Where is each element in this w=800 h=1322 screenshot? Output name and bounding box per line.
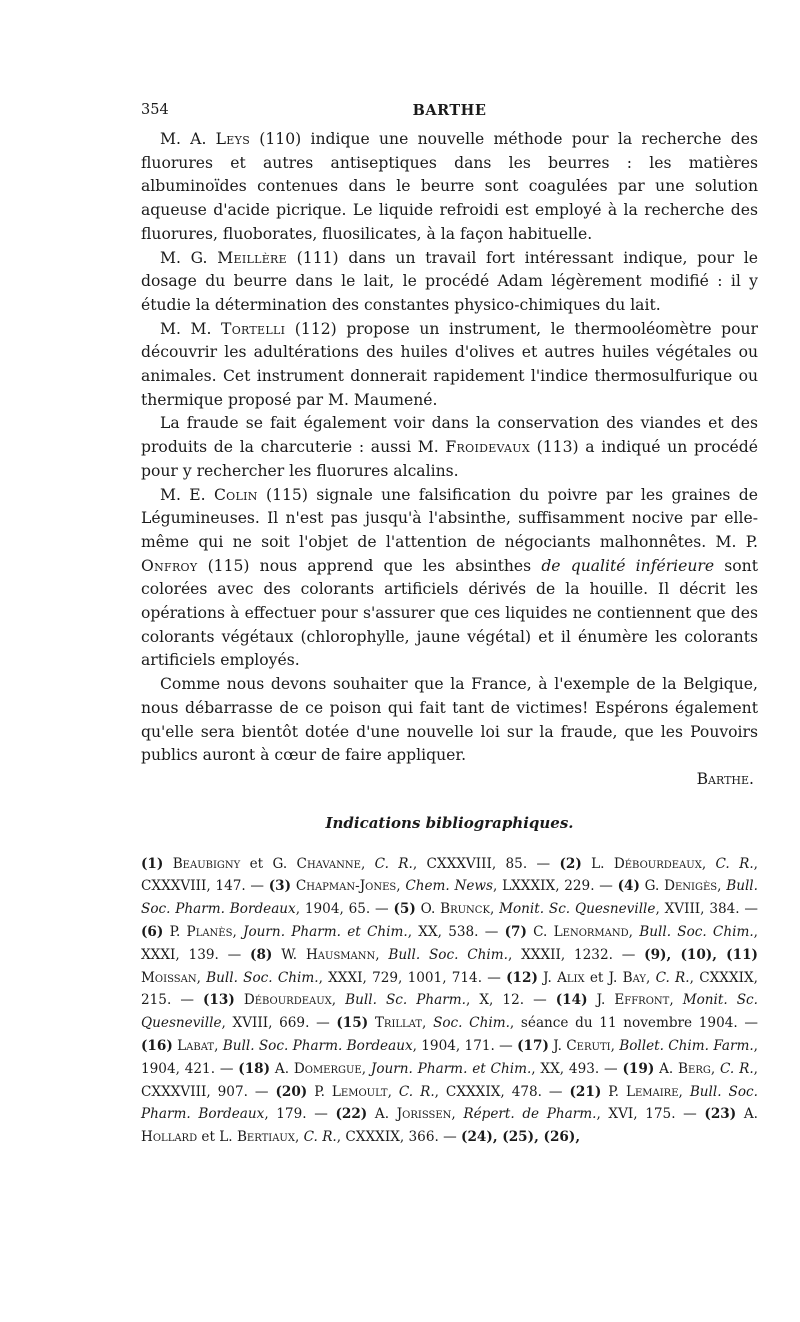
entry-reference: , XXXI, 139. — <box>141 924 758 963</box>
entry-number: (6) <box>141 924 164 941</box>
entry-journal: Bull. Sc. Pharm. <box>345 992 466 1009</box>
entry-separator: , <box>422 1015 434 1032</box>
entry-author: Bertiaux <box>236 1129 295 1146</box>
entry-author: Denigès <box>664 878 718 895</box>
entry-separator: , <box>646 969 656 986</box>
entry-separator: , <box>331 992 346 1009</box>
entry-author: Chapman-Jones <box>295 878 397 895</box>
bibliography-entry <box>250 947 644 963</box>
bibliography-entry <box>269 878 618 894</box>
entry-initials: et G. <box>240 855 297 872</box>
entry-reference: , 179. — <box>264 1106 336 1123</box>
entry-journal: Soc. Chim. <box>433 1015 510 1032</box>
entry-reference: , XVI, 175. — <box>596 1106 705 1123</box>
body-text <box>141 128 758 792</box>
paragraph-tortelli: M. M. Tortelli (112) propose un instrument, le thermooléomètre pour découvrir les adultérations des huiles d'olives et autres huiles végétales ou animales. Cet instrument donnerait rapidement l'indice thermosulfurique ou thermique proposé par M. Maumené. <box>141 319 758 409</box>
entry-author: Labat <box>177 1038 215 1055</box>
entry-separator: , <box>628 924 640 941</box>
entry-journal: C. R. <box>398 1083 435 1100</box>
entry-author: Planès <box>186 924 233 941</box>
entry-author: Domergue <box>293 1060 362 1077</box>
paragraph-colin-onfroy: M. E. Colin (115) signale une falsification du poivre par les graines de Légumineuses. Il n'est pas jusqu'à l'absinthe, suffisamment nocive par elle-même qui ne soit l'objet de l'attention de négociants malhonnêtes. M. P. Onfroy (115) nous apprend que les absinthes de qualité inférieure sont colorées avec des colorants artificiels dérivés de la houille. Il décrit les opérations à effectuer pour s'assurer que ces liquides ne contiennent que des colorants végétaux (chlorophylle, jaune végétal) et il énumère les colorants artificiels employés. <box>141 485 758 670</box>
entry-initials: A. <box>367 1106 397 1123</box>
entry-initials: A. <box>736 1106 758 1123</box>
entry-number: (15) <box>336 1015 369 1032</box>
entry-journal: C. R. <box>303 1129 337 1146</box>
entry-number: (14) <box>555 992 588 1009</box>
entry-journal: Répert. de Pharm. <box>463 1106 597 1123</box>
entry-reference: , CXXXVIII, 907. — <box>141 1060 758 1100</box>
entry-reference: , XX, 493. — <box>531 1060 623 1077</box>
bibliography-entry <box>141 856 559 872</box>
entry-journal: Monit. Sc. Quesneville <box>141 992 758 1032</box>
entry-number: (16) <box>141 1038 173 1055</box>
entry-number: (20) <box>275 1083 308 1100</box>
entry-separator: , <box>678 1083 690 1100</box>
entry-reference: , 1904, 421. — <box>141 1038 758 1077</box>
entry-initials: J. <box>548 1038 567 1055</box>
italic-phrase: de qualité inférieure <box>541 556 715 575</box>
entry-author: Lemaire <box>625 1083 679 1100</box>
entry-initials: A. <box>270 1060 294 1077</box>
author-name: Meillère <box>217 248 287 267</box>
bibliography-heading: Indications bibliographiques. <box>325 813 574 832</box>
paragraph-conclusion: Comme nous devons souhaiter que la France, à l'exemple de la Belgique, nous débarrasse de ce poison qui fait tant de victimes! Espérons également qu'elle sera bientôt dotée d'une nouvelle loi sur la fraude, que les Pouvoirs publics auront à cœur de faire appliquer. <box>141 675 758 765</box>
entry-number: (8) <box>250 946 273 963</box>
entry-reference: , CXXXIX, 215. — <box>141 969 758 1009</box>
entry-author: Effront <box>614 992 670 1009</box>
entry-separator: , <box>361 1060 371 1077</box>
entry-initials: C. <box>526 924 554 941</box>
entry-journal: Bull. Soc. Chim. <box>206 969 319 986</box>
entry-separator: , <box>701 855 716 872</box>
entry-separator: , <box>196 969 207 986</box>
entry-separator: , <box>451 1106 464 1123</box>
entry-reference: , CXXXVIII, 147. — <box>141 855 758 895</box>
entry-separator: , <box>710 1060 721 1077</box>
paragraph-froidevaux: La fraude se fait également voir dans la conservation des viandes et des produits de la charcuterie : aussi M. Froidevaux (113) a indiqué un procédé pour y rechercher les fluorures alcalins. <box>141 414 758 480</box>
entry-journal: Monit. Sc. Quesneville <box>499 901 656 918</box>
entry-author: Débourdeaux <box>613 855 702 872</box>
entry-number: (7) <box>504 924 527 941</box>
entry-reference: , X, 12. — <box>466 992 556 1009</box>
entry-author: Hollard <box>141 1129 198 1146</box>
entry-number: (23) <box>704 1106 737 1123</box>
entry-initials: O. <box>415 901 441 918</box>
entry-number: (13) <box>202 992 235 1009</box>
running-title: BARTHE <box>412 102 487 119</box>
bibliography-entry <box>461 1129 580 1145</box>
entry-separator: , <box>669 992 683 1009</box>
entry-number: (18) <box>238 1060 271 1077</box>
entry-initials: W. <box>272 946 306 963</box>
entry-author: Lemoult <box>331 1083 388 1100</box>
entry-reference: , XXXII, 1232. — <box>507 946 645 963</box>
bibliography-entry <box>393 901 758 917</box>
entry-author: Trillat <box>374 1015 423 1032</box>
entry-separator: , <box>232 924 244 941</box>
bibliography-entry <box>335 1106 704 1122</box>
entry-initials: J. <box>537 969 558 986</box>
entry-reference: , XXXI, 729, 1001, 714. — <box>318 969 507 986</box>
entry-separator: , <box>396 878 406 895</box>
author-name: Onfroy <box>141 556 198 575</box>
entry-initials: J. <box>587 992 615 1009</box>
entry-initials: L. <box>581 855 614 872</box>
entry-number: (22) <box>335 1106 368 1123</box>
entry-journal: C. R. <box>715 855 754 872</box>
entry-author: Moissan <box>141 969 197 986</box>
entry-separator: , <box>387 1083 399 1100</box>
entry-author: Brunck <box>440 901 490 918</box>
entry-number: (17) <box>517 1038 549 1055</box>
entry-reference: , séance du 11 novembre 1904. — <box>509 1015 758 1032</box>
bibliography-entry <box>238 1061 622 1077</box>
entry-journal: Journ. Pharm. et Chim. <box>243 924 408 941</box>
entry-initials: P. <box>163 924 187 941</box>
author-name: Colin <box>213 485 258 504</box>
entry-reference: , 1904, 65. — <box>295 901 394 918</box>
entry-reference: , XVIII, 669. — <box>221 1015 337 1032</box>
entry-number: (21) <box>569 1083 602 1100</box>
entry-reference: , XX, 538. — <box>407 924 505 941</box>
entry-author: Chavanne <box>296 855 361 872</box>
entry-author: Bay <box>622 969 646 986</box>
entry-number: (24), (25), (26), <box>461 1129 581 1146</box>
entry-separator: , <box>294 1129 304 1146</box>
entry-journal: Journ. Pharm. et Chim. <box>370 1060 532 1077</box>
signature: Barthe. <box>696 769 754 788</box>
entry-initials: et L. <box>197 1129 237 1146</box>
entry-separator: , <box>214 1038 223 1055</box>
entry-number: (2) <box>559 855 582 872</box>
entry-reference: , XVIII, 384. — <box>655 901 758 918</box>
entry-separator: , <box>489 901 500 918</box>
entry-number: (3) <box>268 878 292 895</box>
entry-author: Berg <box>678 1060 711 1077</box>
page-number: 354 <box>141 102 169 118</box>
entry-initials: G. <box>639 878 665 895</box>
entry-separator: , <box>610 1038 620 1055</box>
entry-reference: , CXXXVIII, 85. — <box>412 855 560 872</box>
paragraph-leys: M. A. Leys (110) indique une nouvelle méthode pour la recherche des fluorures et autres antiseptiques dans les beurres : les matières albuminoïdes contenues dans le beurre sont coagulées par une solution aqueuse d'acide picrique. Le liquide refroidi est employé à la recherche des fluorures, fluoborates, fluosilicates, à la façon habituelle. <box>141 130 758 243</box>
entry-number: (19) <box>622 1060 655 1077</box>
entry-journal: Bull. Soc. Pharm. Bordeaux <box>141 878 758 918</box>
entry-journal: Chem. News <box>405 878 494 895</box>
entry-separator: , <box>360 855 375 872</box>
bibliography-entry <box>141 924 505 940</box>
entry-reference: , 1904, 171. — <box>412 1038 518 1055</box>
running-head <box>141 102 758 122</box>
entry-number: (1) <box>141 855 164 872</box>
entry-initials: P. <box>601 1083 626 1100</box>
entry-author: Lenormand <box>553 924 629 941</box>
entry-journal: Bull. Soc. Pharm. Bordeaux <box>141 1083 758 1123</box>
entry-journal: Bull. Soc. Pharm. Bordeaux <box>222 1038 413 1055</box>
entry-journal: C. R. <box>720 1060 754 1077</box>
entry-separator: , <box>717 878 727 895</box>
bibliography-entry <box>336 1015 758 1031</box>
bibliography-entry <box>141 1038 517 1054</box>
entry-number: (5) <box>393 901 416 918</box>
entry-author: Ceruti <box>566 1038 611 1055</box>
bibliography-entry <box>275 1084 569 1100</box>
author-name: Froidevaux <box>445 438 530 457</box>
entry-author: Jorissen <box>396 1106 452 1123</box>
author-name: Leys <box>215 130 251 148</box>
entry-number: (9), (10), (11) <box>644 946 758 963</box>
entry-author: Débourdeaux <box>243 992 332 1009</box>
paragraph-meillere: M. G. Meillère (111) dans un travail fort intéressant indique, pour le dosage du beurre dans le lait, le procédé Adam légèrement modifié : il y étudie la détermination des constantes physico-chimiques du lait. <box>141 248 758 314</box>
entry-number: (4) <box>617 878 640 895</box>
entry-journal: C. R. <box>374 855 413 872</box>
entry-initials: P. <box>307 1083 332 1100</box>
entry-separator: , <box>375 946 389 963</box>
entry-number: (12) <box>506 969 538 986</box>
entry-author: Alix <box>557 969 585 986</box>
entry-author: Beaubigny <box>172 855 241 872</box>
entry-reference: , LXXXIX, 229. — <box>493 878 618 895</box>
entry-journal: Bull. Soc. Chim. <box>639 924 754 941</box>
entry-journal: C. R. <box>655 969 690 986</box>
author-name: Tortelli <box>221 319 286 338</box>
entry-reference: , CXXXIX, 366. — <box>336 1129 462 1146</box>
entry-initials: A. <box>654 1060 679 1077</box>
bibliography-list <box>141 853 758 1149</box>
entry-initials: et J. <box>584 969 623 986</box>
document-page <box>141 0 758 1149</box>
entry-reference: , CXXXIX, 478. — <box>434 1083 570 1100</box>
entry-journal: Bull. Soc. Chim. <box>388 946 508 963</box>
entry-author: Hausmann <box>305 946 376 963</box>
bibliography-entry <box>203 992 556 1008</box>
entry-journal: Bollet. Chim. Farm. <box>619 1038 754 1055</box>
